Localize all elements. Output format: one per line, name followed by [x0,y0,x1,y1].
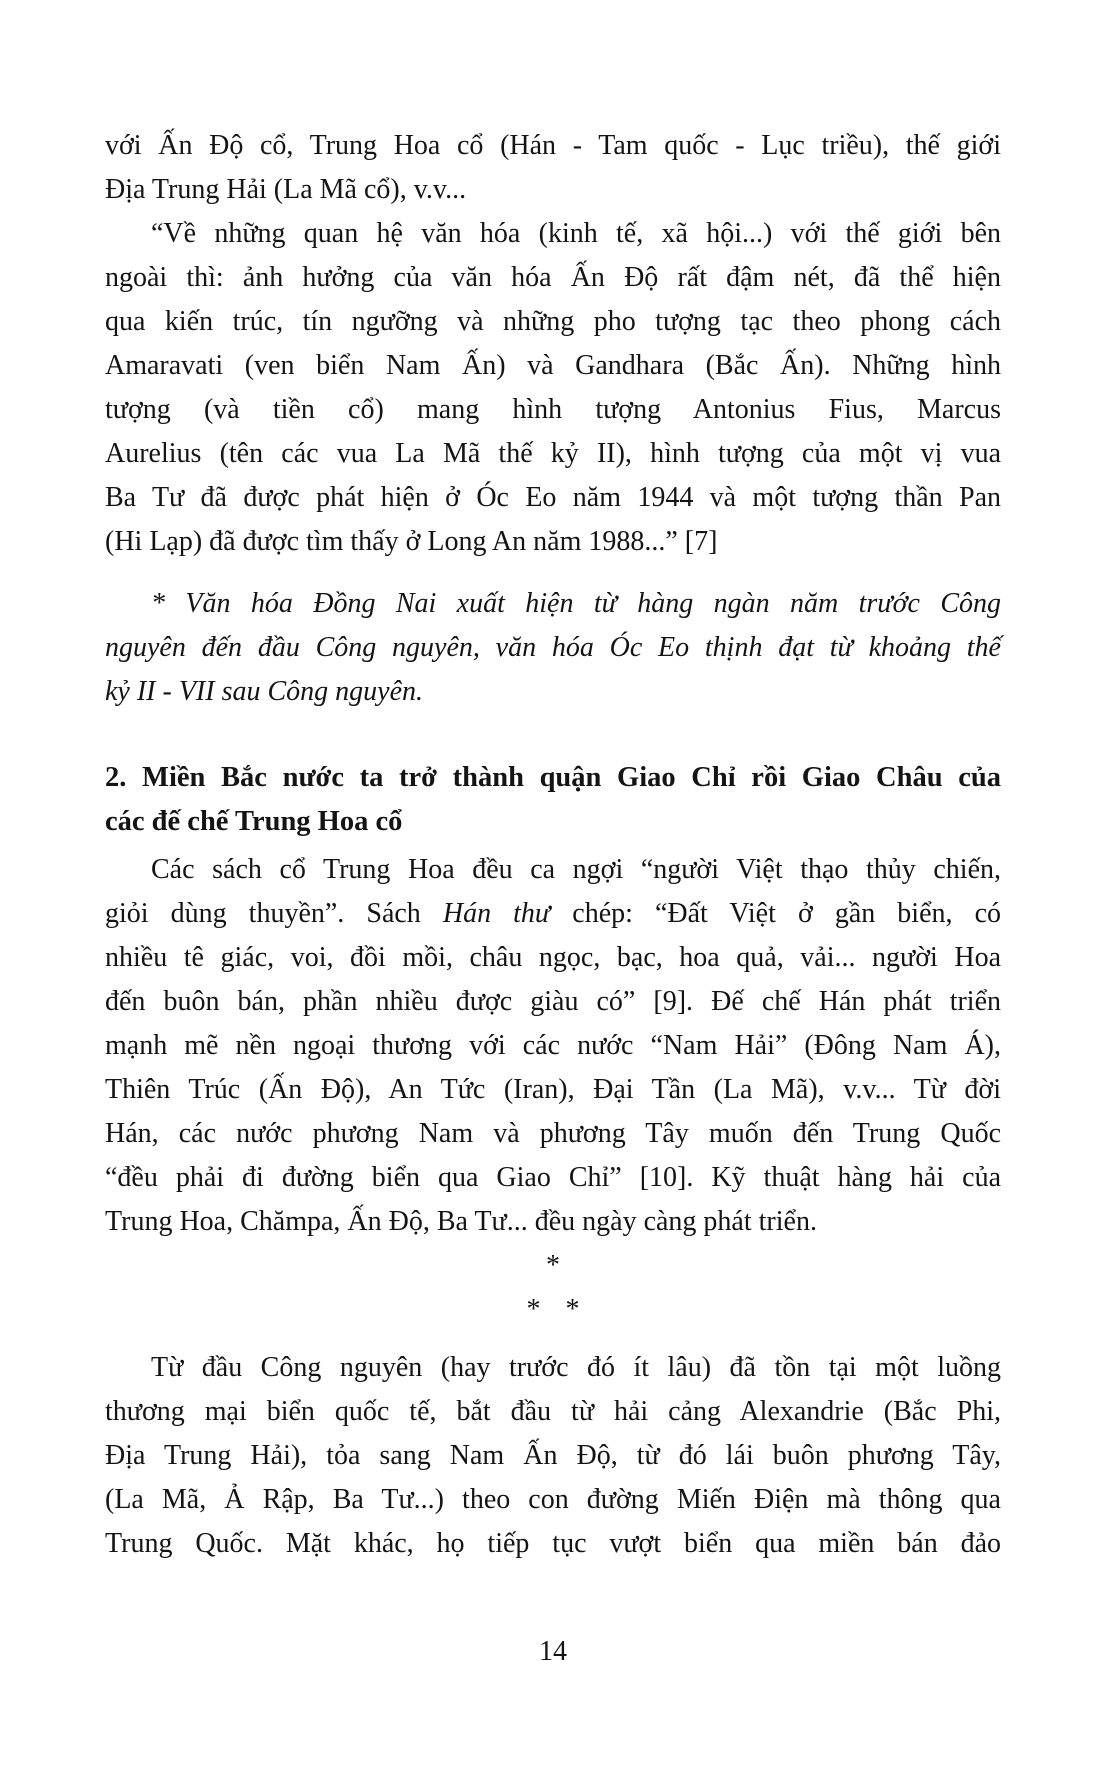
text-line: 2. Miền Bắc nước ta trở thành quận Giao Chỉ rồi Giao Châu của [105,762,1001,793]
text-line: Trung Quốc. Mặt khác, họ tiếp tục vượt biển qua miền bán đảo [105,1528,1001,1559]
text-line: Địa Trung Hải), tỏa sang Nam Ấn Độ, từ đó lái buôn phương Tây, [105,1440,1001,1471]
text-line: Từ đầu Công nguyên (hay trước đó ít lâu) đã tồn tại một luồng [151,1352,1001,1383]
text-line: Ba Tư đã được phát hiện ở Óc Eo năm 1944 và một tượng thần Pan [105,482,1001,513]
para-note-dong-nai [105,582,1001,714]
text-line: đến buôn bán, phần nhiều được giàu có” [9]. Đế chế Hán phát triển [105,986,1001,1017]
para-continuation [105,124,1001,212]
para-quote-van-hoa [105,212,1001,564]
text-line: (La Mã, Ả Rập, Ba Tư...) theo con đường Miến Điện mà thông qua [105,1484,1001,1515]
para-han-thu [105,848,1001,1244]
text-line: Thiên Trúc (Ấn Độ), An Tức (Iran), Đại Tần (La Mã), v.v... Từ đời [105,1074,1001,1105]
text-line: “Về những quan hệ văn hóa (kinh tế, xã hội...) với thế giới bên [151,218,1001,249]
text-line: (Hi Lạp) đã được tìm thấy ở Long An năm 1988...” [7] [105,526,718,557]
text-line: qua kiến trúc, tín ngưỡng và những pho tượng tạc theo phong cách [105,306,1001,337]
text-line: thương mại biển quốc tế, bắt đầu từ hải cảng Alexandrie (Bắc Phi, [105,1396,1001,1427]
text-line [105,892,1001,936]
text-line: * Văn hóa Đồng Nai xuất hiện từ hàng ngàn năm trước Công [151,588,1001,619]
text-line: nhiều tê giác, voi, đồi mồi, châu ngọc, bạc, hoa quả, vải... người Hoa [105,942,1001,973]
section-heading-2 [105,756,1001,844]
text-line: Các sách cổ Trung Hoa đều ca ngợi “người Việt thạo thủy chiến, [151,854,1001,885]
text-content [105,124,1001,1674]
asterisk-row: * [546,1250,560,1281]
text-line: tượng (và tiền cổ) mang hình tượng Antonius Fius, Marcus [105,394,1001,425]
page-number: 14 [539,1636,567,1667]
text-line: Địa Trung Hải (La Mã cổ), v.v... [105,174,467,205]
text-line: kỷ II - VII sau Công nguyên. [105,676,424,707]
text-line: Hán, các nước phương Nam và phương Tây muốn đến Trung Quốc [105,1118,1001,1149]
text-segment: giỏi dùng thuyền”. Sách [105,898,443,929]
asterisk-separator [105,1244,1001,1332]
text-segment: chép: “Đất Việt ở gần biển, có [550,898,1001,929]
text-line: nguyên đến đầu Công nguyên, văn hóa Óc Eo thịnh đạt từ khoảng thế [105,632,1001,663]
asterisk-row: * * [526,1294,580,1325]
text-line: mạnh mẽ nền ngoại thương với các nước “Nam Hải” (Đông Nam Á), [105,1030,1001,1061]
para-trade-route [105,1346,1001,1566]
book-title-italic: Hán thư [442,898,551,929]
text-line: “đều phải đi đường biển qua Giao Chỉ” [10]. Kỹ thuật hàng hải của [105,1162,1001,1193]
text-line: các đế chế Trung Hoa cổ [105,806,403,837]
text-line: ngoài thì: ảnh hưởng của văn hóa Ấn Độ rất đậm nét, đã thể hiện [105,262,1001,293]
text-blocks [105,124,1001,1566]
text-line: Amaravati (ven biển Nam Ấn) và Gandhara (Bắc Ấn). Những hình [105,350,1001,381]
text-line: Trung Hoa, Chămpa, Ấn Độ, Ba Tư... đều ngày càng phát triển. [105,1206,817,1237]
text-line: với Ấn Độ cổ, Trung Hoa cổ (Hán - Tam quốc - Lục triều), thế giới [105,130,1001,161]
text-line: Aurelius (tên các vua La Mã thế kỷ II), hình tượng của một vị vua [105,438,1001,469]
